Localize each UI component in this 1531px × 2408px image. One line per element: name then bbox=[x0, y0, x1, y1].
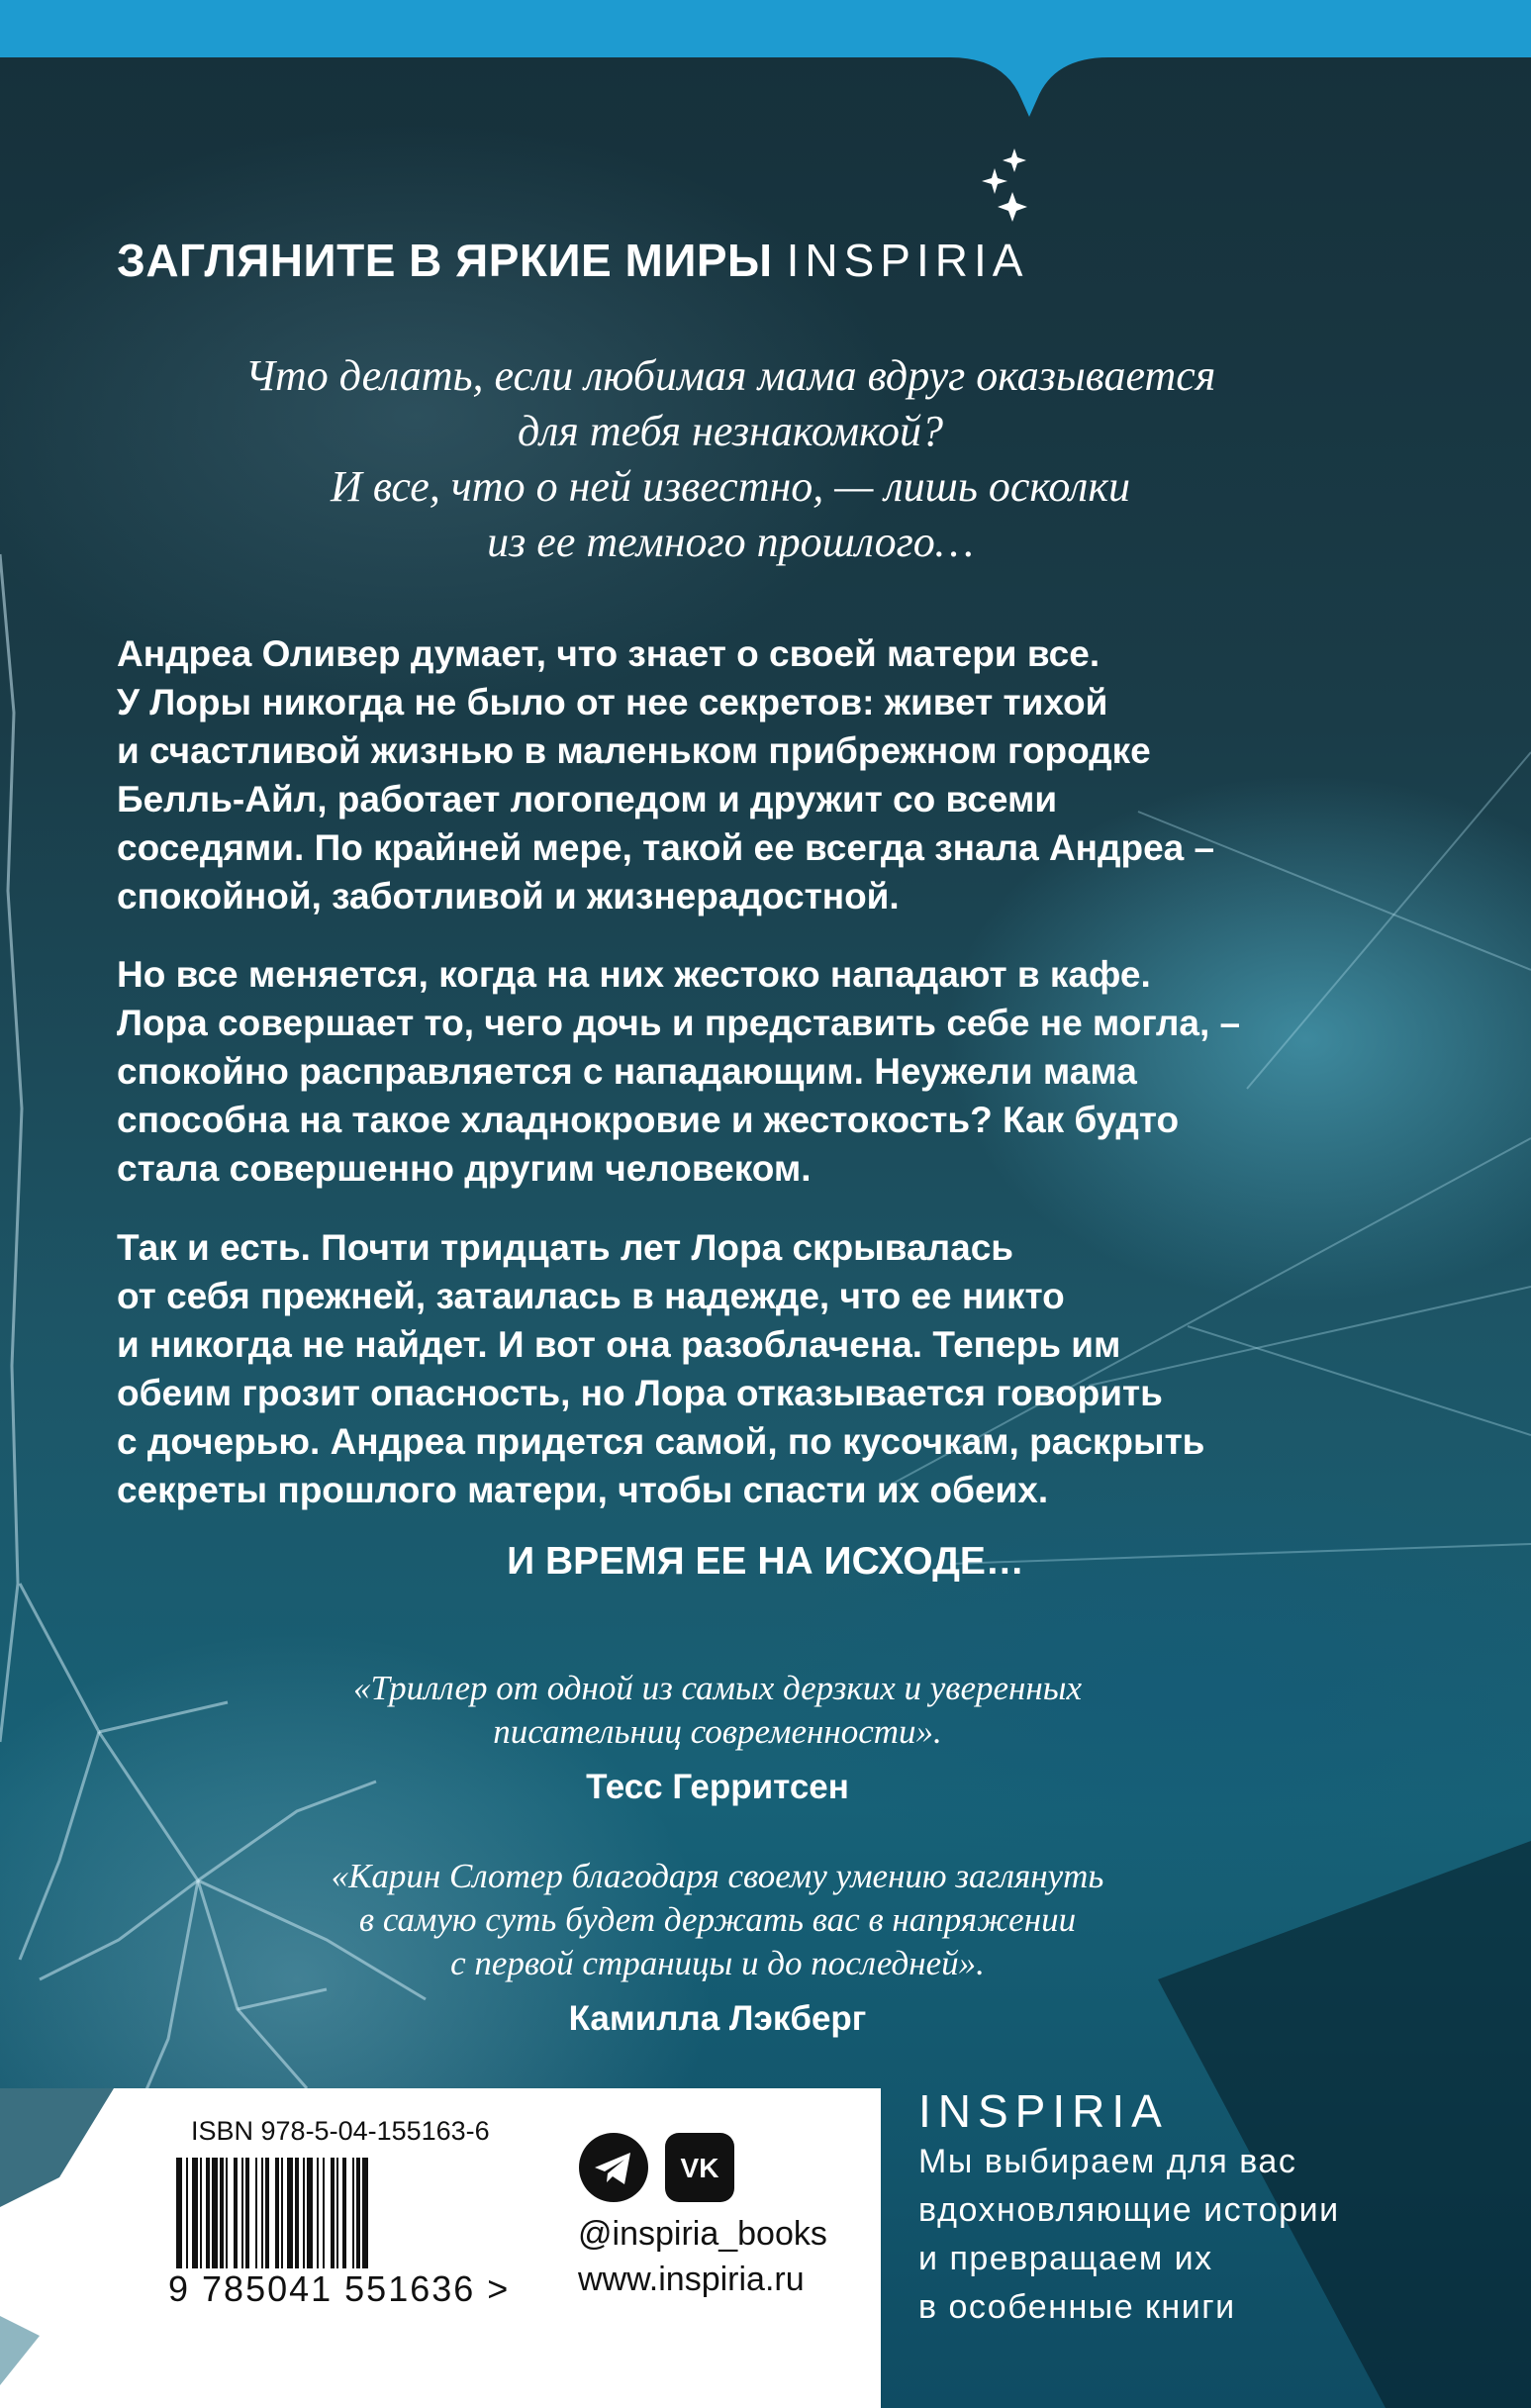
barcode-panel-edge bbox=[0, 2088, 139, 2408]
barcode-bar bbox=[352, 2158, 354, 2268]
barcode-bar bbox=[192, 2158, 198, 2268]
paragraph-line: стала совершенно другим человеком. bbox=[117, 1148, 812, 1189]
barcode-bar bbox=[234, 2158, 238, 2268]
paragraph-line: У Лоры никогда не было от нее секретов: живет тихой bbox=[117, 682, 1108, 722]
paragraph-line: спокойно расправляется с нападающим. Неужели мама bbox=[117, 1051, 1137, 1092]
barcode bbox=[176, 2158, 501, 2268]
paragraph-line: способна на такое хладнокровие и жестокость? Как будто bbox=[117, 1100, 1180, 1140]
barcode-bar bbox=[241, 2158, 243, 2268]
barcode-bar bbox=[303, 2158, 305, 2268]
barcode-bar bbox=[261, 2158, 263, 2268]
barcode-bar bbox=[307, 2158, 313, 2268]
social-handle[interactable]: @inspiria_books bbox=[578, 2215, 827, 2253]
barcode-bar bbox=[200, 2158, 202, 2268]
slogan: И ВРЕМЯ ЕЕ НА ИСХОДЕ… bbox=[507, 1540, 1024, 1583]
barcode-bar bbox=[317, 2158, 319, 2268]
paragraph-line: обеим грозит опасность, но Лора отказывается говорить bbox=[117, 1373, 1163, 1413]
review-author-1: Тесс Герритсен bbox=[586, 1768, 849, 1806]
barcode-bar bbox=[226, 2158, 228, 2268]
description-line: вдохновляющие истории bbox=[918, 2191, 1340, 2229]
paragraph-line: спокойной, заботливой и жизнерадостной. bbox=[117, 876, 900, 916]
barcode-bar bbox=[287, 2158, 293, 2268]
quote-line: писательниц современности». bbox=[493, 1712, 942, 1751]
paragraph-line: от себя прежней, затаилась в надежде, что ее никто bbox=[117, 1276, 1065, 1316]
vk-icon[interactable] bbox=[665, 2133, 734, 2202]
tagline-line: И все, что о ней известно, — лишь осколки bbox=[331, 462, 1130, 511]
barcode-bar bbox=[255, 2158, 257, 2268]
barcode-bar bbox=[323, 2158, 325, 2268]
tagline-line: Что делать, если любимая мама вдруг оказывается bbox=[244, 351, 1216, 400]
barcode-bar bbox=[186, 2158, 188, 2268]
headline-text: ЗАГЛЯНИТЕ В ЯРКИЕ МИРЫ bbox=[117, 235, 773, 286]
barcode-bar bbox=[176, 2158, 182, 2268]
paragraph-line: Белль-Айл, работает логопедом и дружит со всеми bbox=[117, 779, 1058, 819]
barcode-bar bbox=[245, 2158, 249, 2268]
review-author-2: Камилла Лэкберг bbox=[568, 1999, 867, 2038]
paragraph-line: Но все меняется, когда на них жестоко нападают в кафе. bbox=[117, 954, 1151, 995]
tagline-line: для тебя незнакомкой? bbox=[517, 407, 944, 455]
barcode-bar bbox=[295, 2158, 299, 2268]
tagline bbox=[117, 348, 1344, 570]
tagline-line: из ее темного прошлого… bbox=[487, 518, 974, 566]
paragraph-line: и никогда не найдет. И вот она разоблачена. Теперь им bbox=[117, 1324, 1121, 1365]
paragraph-line: и счастливой жизнью в маленьком прибрежном городке bbox=[117, 730, 1151, 771]
description-line: Мы выбираем для вас bbox=[918, 2143, 1297, 2180]
quote-line: с первой страницы и до последней». bbox=[450, 1944, 985, 1982]
quote-line: «Карин Слотер благодаря своему умению заглянуть bbox=[331, 1857, 1104, 1895]
paragraph-line: соседями. По крайней мере, такой ее всегда знала Андреа – bbox=[117, 827, 1215, 868]
publisher-description bbox=[918, 2138, 1340, 2332]
barcode-bar bbox=[275, 2158, 279, 2268]
synopsis-paragraph-3 bbox=[117, 1223, 1364, 1514]
publisher-name: INSPIRIA bbox=[918, 2085, 1169, 2137]
barcode-bar bbox=[281, 2158, 283, 2268]
paragraph-line: секреты прошлого матери, чтобы спасти их обеих. bbox=[117, 1470, 1049, 1510]
header-headline bbox=[117, 234, 1028, 287]
synopsis-paragraph-2 bbox=[117, 950, 1364, 1193]
description-line: и превращаем их bbox=[918, 2240, 1213, 2277]
review-quote-1 bbox=[198, 1667, 1237, 1754]
barcode-bar bbox=[220, 2158, 224, 2268]
sparkle-icon bbox=[975, 148, 1034, 228]
paragraph-line: с дочерью. Андреа придется самой, по кусочкам, раскрыть bbox=[117, 1421, 1205, 1462]
barcode-number: 9 785041 551636 > bbox=[168, 2268, 511, 2309]
headline-brand: INSPIRIA bbox=[786, 235, 1029, 286]
barcode-bar bbox=[342, 2158, 346, 2268]
quote-line: в самую суть будет держать вас в напряжении bbox=[358, 1900, 1077, 1939]
svg-text:VK: VK bbox=[680, 2153, 719, 2183]
barcode-bar bbox=[206, 2158, 210, 2268]
synopsis-paragraph-1 bbox=[117, 629, 1364, 920]
barcode-bar bbox=[362, 2158, 368, 2268]
paragraph-line: Лора совершает то, чего дочь и представить себе не могла, – bbox=[117, 1003, 1241, 1043]
quote-line: «Триллер от одной из самых дерзких и уверенных bbox=[352, 1669, 1083, 1707]
telegram-icon[interactable] bbox=[579, 2133, 648, 2202]
review-quote-2 bbox=[198, 1855, 1237, 1985]
barcode-bar bbox=[212, 2158, 218, 2268]
barcode-bar bbox=[265, 2158, 269, 2268]
description-line: в особенные книги bbox=[918, 2288, 1236, 2326]
isbn-text: ISBN 978-5-04-155163-6 bbox=[191, 2116, 490, 2146]
paragraph-line: Так и есть. Почти тридцать лет Лора скрывалась bbox=[117, 1227, 1014, 1268]
barcode-bar bbox=[356, 2158, 360, 2268]
barcode-bar bbox=[336, 2158, 338, 2268]
paragraph-line: Андреа Оливер думает, что знает о своей матери все. bbox=[117, 633, 1100, 674]
barcode-bar bbox=[331, 2158, 335, 2268]
website-link[interactable]: www.inspiria.ru bbox=[578, 2261, 805, 2298]
